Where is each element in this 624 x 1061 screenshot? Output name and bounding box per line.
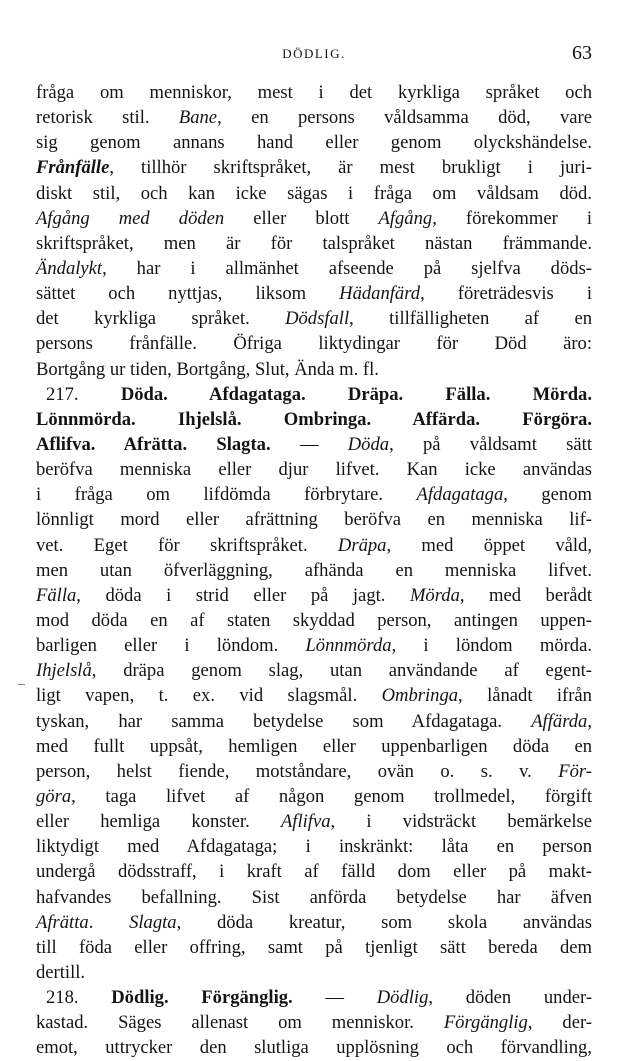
text-line [36, 709, 592, 734]
text-line [36, 608, 592, 633]
bold-heading-run: Aflifva. Afrätta. Slagta. [36, 433, 271, 455]
italic-term-run: Lönnmörda [305, 635, 392, 657]
text-line [36, 583, 592, 608]
text-run: , döda kreatur, som skola användas [176, 911, 592, 933]
text-line [36, 1010, 592, 1035]
italic-term-run: göra [36, 785, 72, 807]
text-run: fråga om menniskor, mest i det kyrkliga språket och [36, 82, 592, 103]
text-run: , lånadt ifrån [458, 685, 592, 707]
text-run: . [88, 911, 130, 933]
text-line [36, 105, 592, 130]
text-run: , genom [503, 484, 592, 506]
text-run: , på våldsamt sätt [389, 433, 592, 455]
text-run: , tillfälligheten af en [349, 308, 592, 330]
text-run: person, helst fiende, motståndare, ovän o. s. v. [36, 760, 559, 782]
italic-term-run: Afgång med döden [36, 207, 225, 229]
text-run: mod döda en af staten skyddad person, antingen uppen- [36, 609, 592, 631]
text-run: — [292, 987, 377, 1009]
text-run: , förekommer i [432, 207, 592, 229]
text-run: beröfva menniska eller djur lifvet. Kan icke användas [36, 459, 592, 481]
text-line [36, 357, 592, 382]
text-run: , med öppet våld, [386, 534, 592, 556]
text-line [36, 859, 592, 884]
text-run: — [270, 433, 348, 455]
text-run: , der- [527, 1012, 592, 1034]
text-run: barligen eller i löndom. [36, 635, 306, 657]
text-run: eller hemliga konster. [36, 811, 281, 833]
italic-term-run: Dödlig [376, 987, 429, 1009]
text-line [36, 457, 592, 482]
italic-term-run: Döda [347, 433, 390, 455]
text-run: , i vidsträckt bemärkelse [330, 811, 592, 833]
page-number: 63 [572, 42, 592, 64]
text-run: skriftspråket, men är för talspråket nästan främmande. [36, 232, 592, 254]
text-run: , taga lifvet af någon genom trollmedel, förgift [71, 785, 592, 807]
text-run: 217. [46, 383, 121, 405]
italic-term-run: Ihjelslå [36, 660, 92, 682]
text-run: , tillhör skriftspråket, är mest brukligt i juri- [109, 157, 592, 179]
text-run: hafvandes befallning. Sist anförda betydelse har äfven [36, 886, 592, 908]
text-run: persons frånfälle. Öfriga liktydingar för Död äro: [36, 333, 592, 355]
text-run: , dräpa genom slag, utan användande af egent- [91, 660, 592, 682]
text-run: eller blott [224, 207, 379, 229]
text-line [36, 306, 592, 331]
bold-heading-run: Lönnmörda. Ihjelslå. Ombringa. Affärda. Förgöra. [36, 408, 592, 430]
text-run: undergå dödsstraff, i kraft af fälld dom eller på makt- [36, 861, 592, 883]
text-line [36, 683, 592, 708]
bold-heading-run: Frånfälle [36, 157, 110, 179]
text-run: ligt vapen, t. ex. vid slagsmål. [36, 685, 382, 707]
text-line [36, 734, 592, 759]
body-text [36, 80, 592, 1060]
text-run: diskt stil, och kan icke sägas i fråga om våldsam död. [36, 182, 592, 204]
text-run: emot, uttrycker den slutliga upplösning och förvandling, [36, 1037, 592, 1059]
text-line [36, 885, 592, 910]
italic-term-run: Mörda [409, 584, 460, 606]
text-run: , en persons våldsamma död, vare [217, 107, 592, 129]
bold-heading-run: Dödlig. Förgänglig. [111, 987, 293, 1009]
text-line [36, 784, 592, 809]
italic-term-run: Ombringa [381, 685, 459, 707]
text-line [36, 331, 592, 356]
text-run: med fullt uppsåt, hemligen eller uppenbarligen döda en [36, 735, 592, 757]
text-line [36, 507, 592, 532]
italic-term-run: Dödsfall [285, 308, 350, 330]
text-run: men utan öfverläggning, afhända en menniska lifvet. [36, 559, 592, 581]
text-run: kastad. Säges allenast om menniskor. [36, 1012, 444, 1034]
italic-term-run: Slagta [129, 911, 177, 933]
italic-term-run: Bane [178, 107, 218, 129]
text-line [36, 1035, 592, 1060]
text-run: liktydigt med Afdagataga; i inskränkt: låta en person [36, 836, 592, 858]
text-run: i fråga om lifdömda förbrytare. [36, 484, 417, 506]
text-run: , döden under- [428, 987, 593, 1009]
text-run: sig genom annans hand eller genom olyckshändelse. [36, 132, 592, 154]
text-run: , företrädesvis i [420, 283, 592, 305]
text-line [36, 432, 592, 457]
italic-term-run: Afgång [378, 207, 433, 229]
text-line [36, 809, 592, 834]
text-line [36, 759, 592, 784]
italic-term-run: Aflifva [280, 811, 331, 833]
text-line [36, 206, 592, 231]
text-line [36, 533, 592, 558]
text-line [36, 910, 592, 935]
text-line [36, 181, 592, 206]
text-line [36, 281, 592, 306]
italic-term-run: Förgänglig [443, 1012, 528, 1034]
text-line [36, 407, 592, 432]
italic-term-run: Fälla [36, 584, 77, 606]
italic-term-run: Ändalykt [36, 257, 103, 279]
italic-term-run: Affärda [531, 710, 588, 732]
text-run: , [587, 710, 592, 732]
text-line [36, 256, 592, 281]
text-line [36, 658, 592, 683]
italic-term-run: Afdagataga [416, 484, 504, 506]
text-run: , med berådt [459, 584, 592, 606]
text-run: , döda i strid eller på jagt. [76, 584, 410, 606]
page-header [36, 42, 592, 68]
text-run: Bortgång ur tiden, Bortgång, Slut, Ända m. fl. [36, 358, 379, 380]
text-run: sättet och nyttjas, liksom [36, 283, 340, 305]
text-run: det kyrkliga språket. [36, 308, 286, 330]
text-line [36, 935, 592, 960]
text-line [36, 985, 592, 1010]
running-title: DÖDLIG. [282, 46, 346, 61]
text-line [36, 558, 592, 583]
bold-heading-run: Döda. Afdagataga. Dräpa. Fälla. Mörda. [120, 383, 593, 405]
text-run: 218. [46, 987, 112, 1009]
text-run: , i löndom mörda. [391, 635, 592, 657]
italic-term-run: Afrätta [36, 911, 89, 933]
text-line [36, 155, 592, 180]
text-line [36, 960, 592, 985]
text-run: retorisk stil. [36, 107, 179, 129]
text-run: tyskan, har samma betydelse som Afdagataga. [36, 710, 532, 732]
text-line [36, 834, 592, 859]
text-run: vet. Eget för skriftspråket. [36, 534, 338, 556]
text-run: till föda eller offring, samt på tjenligt sätt bereda dem [36, 936, 592, 958]
text-line [36, 130, 592, 155]
text-run: dertill. [36, 961, 86, 983]
text-run: , har i allmänhet afseende på sjelfva döds- [102, 257, 592, 279]
text-line [36, 382, 592, 407]
text-run: lönnligt mord eller afrättning beröfva en menniska lif- [36, 509, 592, 531]
text-line [36, 482, 592, 507]
italic-term-run: För- [558, 760, 592, 782]
text-line [36, 80, 592, 105]
text-line [36, 231, 592, 256]
text-line [36, 633, 592, 658]
italic-term-run: Dräpa [337, 534, 387, 556]
margin-mark: _ [18, 672, 25, 687]
italic-term-run: Hädanfärd [339, 283, 421, 305]
